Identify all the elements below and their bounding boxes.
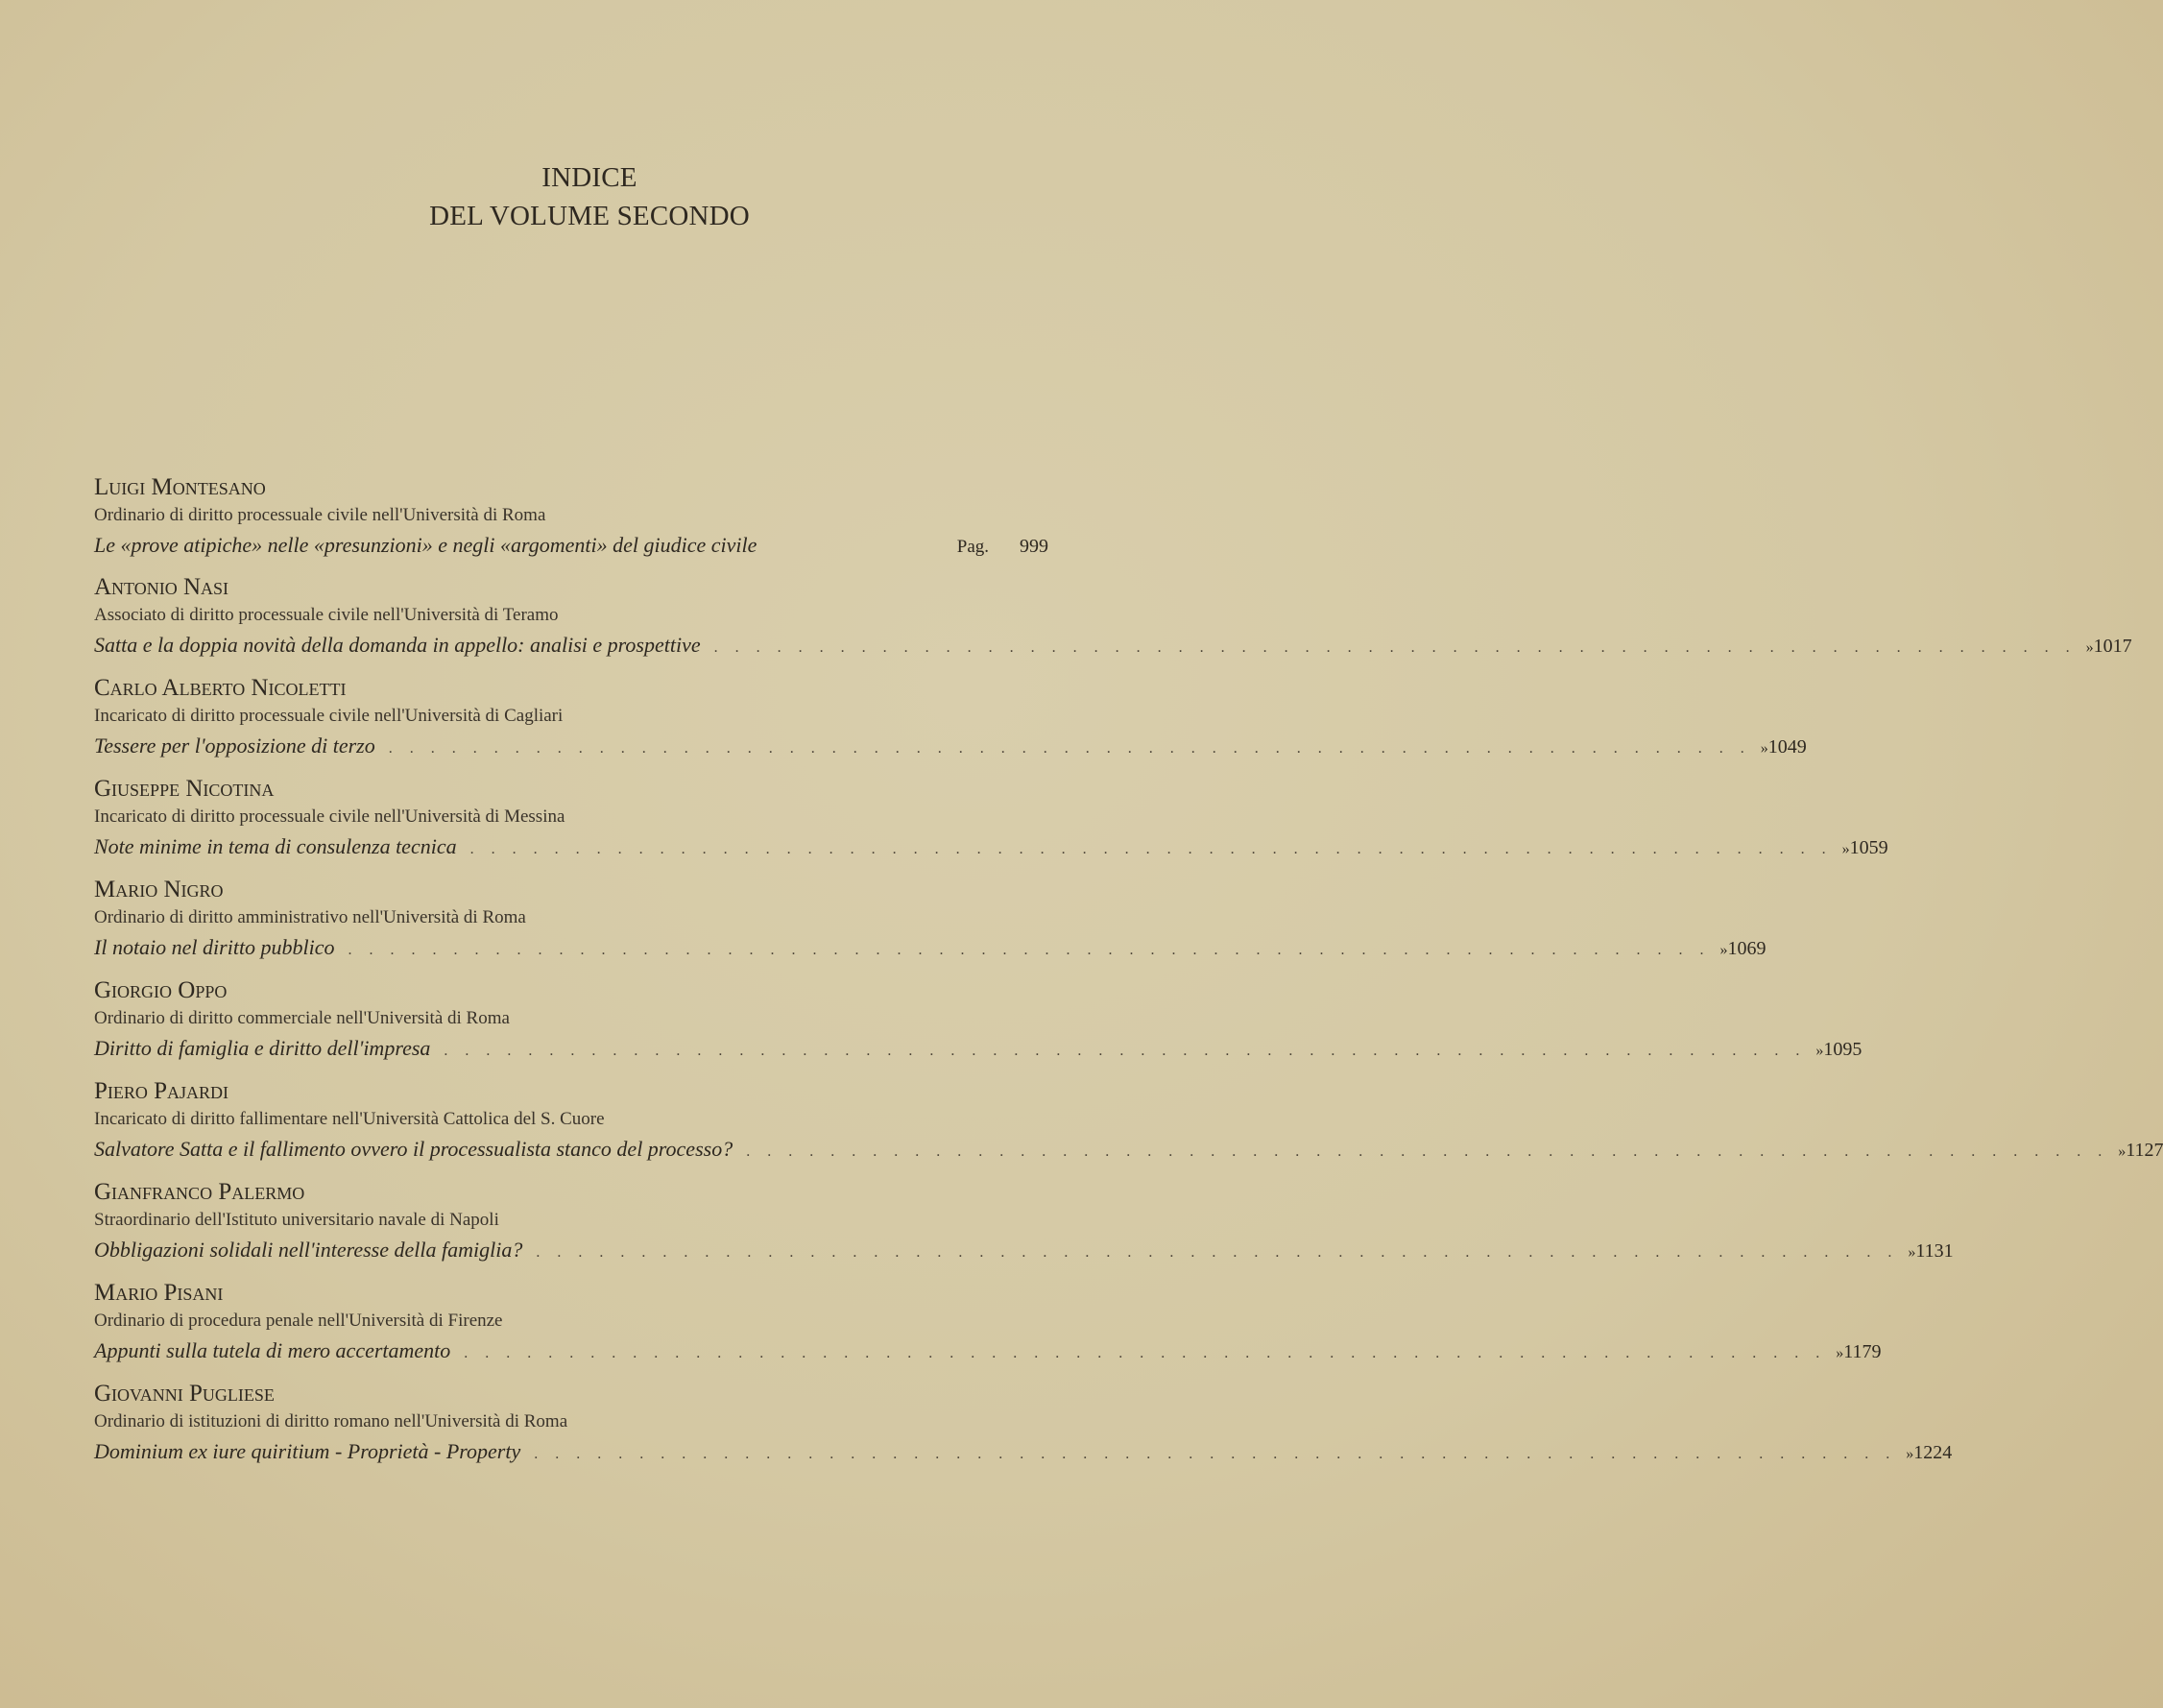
ditto-marker: » [2085,639,2094,656]
dot-leader: . . . . . . . . . . . . . . . . . . . . . . . . . . . . . . . . . . . . . . . . . . . . . . . . . . . . . . . . . . . . . . . . . [444,1043,1807,1059]
page-number: 1179 [1843,1341,1882,1362]
page-number: 1131 [1915,1240,1954,1262]
title-line-2: DEL VOLUME SECONDO [429,201,750,231]
toc-title-line[interactable] [94,730,1807,764]
toc-title-line[interactable] [94,529,1048,563]
dot-leader: . . . . . . . . . . . . . . . . . . . . . . . . . . . . . . . . . . . . . . . . . . . . . . . . . . . . . . . . . . . . . . . . . [388,740,1751,757]
page-number: 1127 [2126,1140,2163,1161]
author-name: Giuseppe Nicotina [94,776,275,802]
page-number: 1095 [1823,1039,1863,1060]
work-title: Il notaio nel diritto pubblico [94,935,335,959]
dot-leader: . . . . . . . . . . . . . . . . . . . . . . . . . . . . . . . . . . . . . . . . . . . . . . . . . . . . . . . . . . . . . . . . . [464,1345,1827,1361]
ditto-marker: » [2118,1143,2127,1160]
work-title: Obbligazioni solidali nell'interesse della famiglia? [94,1238,523,1262]
toc-entry [94,572,2132,663]
author-affiliation: Ordinario di diritto processuale civile nell'Università di Roma [94,505,546,525]
dot-leader: . . . . . . . . . . . . . . . . . . . . . . . . . . . . . . . . . . . . . . . . . . . . . . . . . . . . . . . . . . . . . . . . . [534,1446,1897,1462]
author-affiliation: Incaricato di diritto processuale civile nell'Università di Messina [94,806,565,827]
toc-entry [94,975,1863,1067]
dot-leader: . . . . . . . . . . . . . . . . . . . . . . . . . . . . . . . . . . . . . . . . . . . . . . . . . . . . . . . . . . . . . . . . . [713,639,2077,656]
toc-entry [94,472,1048,563]
work-title: Le «prove atipiche» nelle «presunzioni» e negli «argomenti» del giudice civile [94,533,757,557]
author-affiliation: Ordinario di istituzioni di diritto romano nell'Università di Roma [94,1411,568,1431]
work-title: Tessere per l'opposizione di terzo [94,734,375,758]
ditto-marker: » [1906,1446,1914,1462]
ditto-marker: » [1760,740,1768,757]
toc-title-line[interactable] [94,1435,1953,1470]
work-title: Appunti sulla tutela di mero accertamento [94,1338,451,1362]
author-affiliation: Incaricato di diritto fallimentare nell'Università Cattolica del S. Cuore [94,1109,605,1129]
toc-entry [94,1177,1954,1268]
ditto-marker: » [1719,942,1728,958]
author-name: Giovanni Pugliese [94,1381,275,1407]
author-name: Giorgio Oppo [94,977,228,1003]
work-title: Satta e la doppia novità della domanda in appello: analisi e prospettive [94,633,701,657]
page-number: 1049 [1767,736,1807,758]
toc-title-line[interactable] [94,1032,1863,1067]
page-prefix: Pag. [956,537,989,557]
author-affiliation: Ordinario di diritto amministrativo nell'Università di Roma [94,907,526,927]
page-number: 999 [1020,536,1048,557]
author-name: Luigi Montesano [94,474,266,500]
toc-title-line[interactable] [94,629,2132,663]
author-affiliation: Straordinario dell'Istituto universitario navale di Napoli [94,1210,499,1230]
toc-title-line[interactable] [94,830,1888,865]
work-title: Dominium ex iure quiritium - Proprietà - Property [94,1439,521,1463]
work-title: Note minime in tema di consulenza tecnica [94,834,457,858]
toc-entry [94,774,1888,865]
page-title [0,158,1179,235]
author-name: Gianfranco Palermo [94,1179,305,1205]
title-line-1: INDICE [541,162,637,193]
ditto-marker: » [1841,841,1850,857]
toc-title-line[interactable] [94,1335,1882,1369]
author-name: Mario Pisani [94,1280,224,1306]
author-affiliation: Ordinario di procedura penale nell'Università di Firenze [94,1311,503,1331]
toc-entry [94,1379,1953,1470]
dot-leader: . . . . . . . . . . . . . . . . . . . . . . . . . . . . . . . . . . . . . . . . . . . . . . . . . . . . . . . . . . . . . . . . . [469,841,1833,857]
work-title: Diritto di famiglia e diritto dell'impresa [94,1036,431,1060]
dot-leader: . . . . . . . . . . . . . . . . . . . . . . . . . . . . . . . . . . . . . . . . . . . . . . . . . . . . . . . . . . . . . . . . . [746,1143,2109,1160]
page-number: 1069 [1727,938,1766,959]
dot-leader: . . . . . . . . . . . . . . . . . . . . . . . . . . . . . . . . . . . . . . . . . . . . . . . . . . . . . . . . . . . . . . . . . [348,942,1711,958]
work-title: Salvatore Satta e il fallimento ovvero il processualista stanco del processo? [94,1137,733,1161]
toc-title-line[interactable] [94,1133,2163,1167]
author-name: Mario Nigro [94,877,224,902]
toc-entries [94,472,2163,1479]
toc-entry [94,673,1807,764]
author-name: Carlo Alberto Nicoletti [94,675,347,701]
author-affiliation: Incaricato di diritto processuale civile nell'Università di Cagliari [94,706,564,726]
author-name: Piero Pajardi [94,1078,229,1104]
author-affiliation: Associato di diritto processuale civile nell'Università di Teramo [94,605,559,625]
page-number: 1224 [1913,1442,1953,1463]
toc-entry [94,1076,2163,1167]
page-number: 1059 [1849,837,1888,858]
toc-entry [94,1278,1882,1369]
toc-title-line[interactable] [94,1234,1954,1268]
ditto-marker: » [1815,1043,1824,1059]
ditto-marker: » [1908,1244,1916,1261]
ditto-marker: » [1836,1345,1844,1361]
author-name: Antonio Nasi [94,574,229,600]
toc-entry [94,875,1766,966]
dot-leader: . . . . . . . . . . . . . . . . . . . . . . . . . . . . . . . . . . . . . . . . . . . . . . . . . . . . . . . . . . . . . . . . . [536,1244,1899,1261]
page-number: 1017 [2093,636,2132,657]
toc-title-line[interactable] [94,931,1766,966]
author-affiliation: Ordinario di diritto commerciale nell'Università di Roma [94,1008,510,1028]
